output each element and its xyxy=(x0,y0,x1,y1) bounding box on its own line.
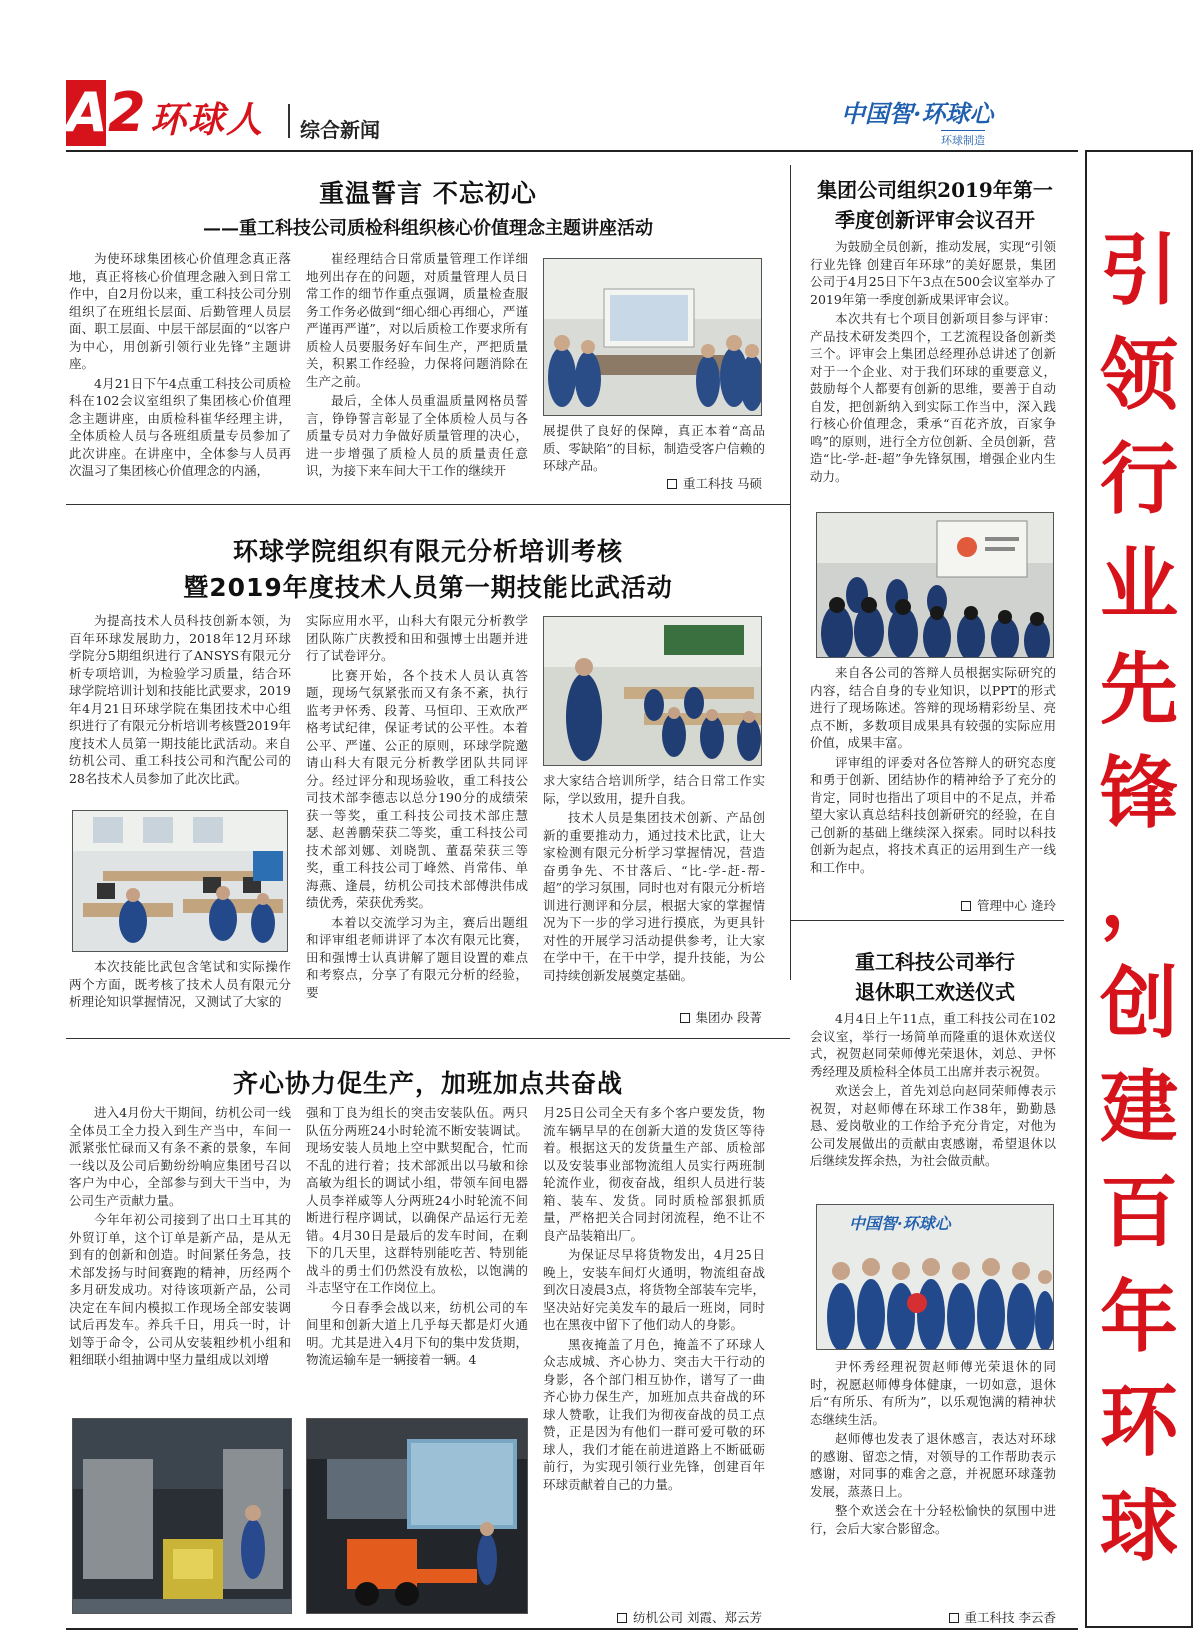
article-column xyxy=(810,664,1056,878)
logo-text: 中国智·环球心 xyxy=(841,99,994,128)
slogan-char: 领 xyxy=(1099,329,1178,421)
article-column xyxy=(69,250,291,482)
article-title: 季度创新评审会议召开 xyxy=(835,208,1035,232)
slogan-char: 锋 xyxy=(1099,748,1178,840)
page-letter: A xyxy=(66,81,108,144)
paragraph: 为鼓励全员创新，推动发展，实现“引领行业先锋 创建百年环球”的美好愿景，集团公司于4月25日下午3点在500会议室举办了2019年第一季度创新成果评审会议。 xyxy=(810,239,1056,307)
byline xyxy=(543,1608,762,1626)
article-title: 重工科技公司举行 xyxy=(855,950,1015,974)
byline-text: 重工科技 马硕 xyxy=(683,476,762,491)
slogan-char: 行 xyxy=(1099,434,1178,526)
paragraph: 为使环球集团核心价值理念真正落地，真正将核心价值理念融入到日常工作中，自2月份以来，重工科技公司分别组织了在班组长层面、后勤管理人员层面、职工层面、中层干部层面的“以客户为中心，用创新引领行业先锋”主题讲座。 xyxy=(69,251,291,371)
byline xyxy=(810,1608,1056,1626)
column-divider xyxy=(790,165,791,980)
paragraph: 技术人员是集团技术创新、产品创新的重要推动力，通过技术比武，让大家检测有限元分析学习掌握情况，营造奋勇争先、不甘落后、“比-学-赶-帮-超”的学习氛围，同时也对有限元分析培训进行测评和分层，根据大家的掌握情况为下一步的学习进行摸底，为更具针对性的开展学习活动提供参考，让大家在学中干，在干中学，提升技能，为公司持续创新发展奠定基础。 xyxy=(543,810,765,983)
paragraph: 进入4月份大干期间，纺机公司一线全体员工全力投入到生产当中，车间一派紧张忙碌而又有条不紊的景象，车间一线以及公司后勤纷纷响应集团号召以客户为中心，全部参与到大干当中，为公司生产贡献力量。 xyxy=(69,1105,291,1208)
paragraph: 本次技能比武包含笔试和实际操作两个方面，既考核了技术人员有限元分析理论知识掌握情况，又测试了大家的 xyxy=(69,959,291,1009)
paragraph: 来自各公司的答辩人员根据实际研究的内容，结合自身的专业知识，以PPT的形式进行了现场陈述。答辩的现场精彩纷呈、亮点不断，多数项目成果具有较强的实际应用价值，成果丰富。 xyxy=(810,665,1056,750)
slogan-char: 百 xyxy=(1099,1166,1178,1258)
brand-name: 环球人 xyxy=(150,99,265,141)
article-subtitle: ——重工科技公司质检科组织核心价值理念主题讲座活动 xyxy=(203,218,653,239)
paragraph: 展提供了良好的保障，真正本着“高品质、零缺陷”的目标，制造受客户信赖的环球产品。 xyxy=(543,423,765,473)
byline-box-icon xyxy=(961,901,971,911)
photo-banner-text: 中国智·环球心 xyxy=(849,1214,951,1233)
article-title: 暨2019年度技术人员第一期技能比武活动 xyxy=(183,573,673,602)
paragraph: 崔经理结合日常质量管理工作详细地列出存在的问题，对质量管理人员日常工作的细节作重点强调，质量检查服务工作务必做到“细心细心再细心，严谨严谨再严谨”，对以后质检工作要求所有质检人员要服务好车间生产，严把质量关，积累工作经验，力保将问题消除在生产之前。 xyxy=(306,251,528,389)
article-column xyxy=(810,1010,1056,1172)
article-column xyxy=(69,612,291,789)
byline-box-icon xyxy=(680,1013,690,1023)
paragraph: 4月4日上午11点，重工科技公司在102会议室，举行一场简单而隆重的退休欢送仪式，祝贺赵同荣师傅光荣退休，刘总、尹怀秀经理及质检科全体员工出席并表示祝贺。 xyxy=(810,1011,1056,1079)
byline-box-icon xyxy=(667,479,677,489)
paragraph: 黑夜掩盖了月色，掩盖不了环球人众志成城、齐心协力、突击大干行动的身影，各个部门相互协作，谱写了一曲齐心协力保生产，加班加点共奋战的环球人赞歌，让我们为彻夜奋战的员工点赞，正是因为有他们一群可爱可敬的环球人，我们才能在前进道路上不断砥砺前行，为实现引领行业先锋，创建百年环球贡献着自己的力量。 xyxy=(543,1336,765,1492)
byline-box-icon xyxy=(617,1613,627,1623)
paragraph: 评审组的评委对各位答辩人的研究态度和勇于创新、团结协作的精神给予了充分的肯定，同时也指出了项目中的不足点，并希望大家认真总结科技创新研究的经验，在自己创新的基础上继续深入探索。同时以科技创新为起点，将技术真正的运用到生产一线和工作中。 xyxy=(810,754,1056,875)
byline xyxy=(543,474,762,492)
paragraph: 为提高技术人员科技创新本领，为百年环球发展助力，2018年12月环球学院分5期组织进行了ANSYS有限元分析专项培训，为检验学习质量，结合环球学院培训计划和技能比武要求，2019年4月21日环球学院在集团技术中心组织进行了有限元分析培训考核暨2019年度技术人员第一期技能比武活动。来自纺机公司、重工科技公司和汽配公司的28名技术人员参加了此次比武。 xyxy=(69,613,291,786)
article-title: 齐心协力促生产，加班加点共奋战 xyxy=(232,1069,623,1098)
article-title: 退休职工欢送仪式 xyxy=(855,980,1015,1004)
paragraph: 整个欢送会在十分轻松愉快的氛围中进行，会后大家合影留念。 xyxy=(810,1503,1056,1536)
byline xyxy=(810,896,1056,914)
article-column xyxy=(543,772,765,986)
paragraph: 月25日公司全天有多个客户要发货，物流车辆早早的在创新大道的发货区等待着。根据这天的发货量生产部、质检部以及安装事业部物流组人员实行两班制轮流作业，彻夜奋战，组织人员进行装箱、装车、发货。同时质检部狠抓质量，严格把关合同封闭流程，绝不让不良产品装箱出厂。 xyxy=(543,1105,765,1243)
slogan-char: 创 xyxy=(1099,957,1178,1049)
article-column xyxy=(810,1358,1056,1539)
slogan-char: 球 xyxy=(1099,1480,1178,1572)
article-column xyxy=(69,958,291,1013)
article-divider xyxy=(66,504,790,505)
article-column xyxy=(306,1104,528,1371)
slogan-char: 先 xyxy=(1099,643,1178,735)
paragraph: 实际应用水平，山科大有限元分析教学团队陈广庆教授和田和强博士出题并进行了试卷评分。 xyxy=(306,613,528,663)
paragraph: 强和丁良为组长的突击安装队伍。两只队伍分两班24小时轮流不断安装调试。现场安装人员地上空中默契配合，忙而不乱的进行着；技术部派出以马敏和徐高敏为组长的调试小组，带领车间电器人员李祥威等人分两班24小时轮流不间断进行程序调试，以确保产品运行无差错。4月30日是最后的发车时间，在剩下的几天里，这群特别能吃苦、特别能战斗的勇士们仍然没有放松，以饱满的斗志坚守在工作岗位上。 xyxy=(306,1105,528,1295)
paragraph: 尹怀秀经理祝贺赵师傅光荣退休的同时，祝愿赵师傅身体健康，一切如意，退休后“有所乐、有所为”，以乐观饱满的精神状态继续生活。 xyxy=(810,1359,1056,1427)
paragraph: 为保证尽早将货物发出，4月25日晚上，安装车间灯火通明，物流组奋战到次日凌晨3点，将货物全部装车完毕，坚决站好完美发车的最后一班岗，同时也在黑夜中留下了他们动人的身影。 xyxy=(543,1247,765,1332)
article-divider xyxy=(66,1038,790,1039)
article-title: 集团公司组织2019年第一 xyxy=(817,178,1053,202)
article-column xyxy=(543,1104,765,1495)
byline-text: 纺机公司 刘霞、郑云芳 xyxy=(633,1610,762,1625)
section-name: 综合新闻 xyxy=(300,118,380,142)
logo-subtext: 环球制造 xyxy=(941,130,985,148)
page-number: 2 xyxy=(108,81,146,144)
paragraph: 本着以交流学习为主，赛后出题组和评审组老师讲评了本次有限元比赛，田和强博士认真讲解了题目设置的难点和考察点，分享了有限元分析的经验，要 xyxy=(306,914,528,1000)
masthead-divider xyxy=(288,104,290,138)
paragraph: 4月21日下午4点重工科技公司质检科在102会议室组织了集团核心价值理念主题讲座，由质检科崔华经理主讲，全体质检人员与各班组质量专员参加了此次讲座。在讲座中，全体参与人员再次温习了集团核心价值理念的内涵， xyxy=(69,375,291,478)
loading-photo xyxy=(306,1418,528,1614)
slogan-char: 环 xyxy=(1099,1376,1178,1468)
byline-text: 集团办 段菁 xyxy=(695,1010,762,1025)
article-divider xyxy=(790,920,1064,921)
article-title: 环球学院组织有限元分析培训考核 xyxy=(232,537,623,566)
article-column xyxy=(306,250,528,482)
article-column xyxy=(810,238,1056,487)
workshop-photo xyxy=(72,1418,292,1614)
article-column xyxy=(543,422,765,477)
paragraph: 最后，全体人员重温质量网格员誓言，铮铮誓言彰显了全体质检人员与各质量专员对力争做好质量管理的决心，进一步增强了质检人员的质量责任意识，为接下来车间大干工作的继续开 xyxy=(306,393,528,478)
byline-text: 重工科技 李云香 xyxy=(964,1610,1056,1625)
article-title: 重温誓言 不忘初心 xyxy=(319,179,537,208)
paragraph: 赵师傅也发表了退休感言，表达对环球的感谢、留恋之情，对领导的工作帮助表示感谢，对同事的难舍之意，并祝愿环球蓬勃发展，蒸蒸日上。 xyxy=(810,1431,1056,1499)
article-column xyxy=(69,1104,291,1371)
slogan-box xyxy=(1085,150,1193,1628)
article-column xyxy=(306,612,528,1003)
exam-photo xyxy=(543,616,762,766)
slogan-char: 年 xyxy=(1099,1271,1178,1363)
classroom-photo xyxy=(72,810,288,952)
masthead xyxy=(66,78,1078,150)
review-meeting-photo xyxy=(816,512,1054,658)
paragraph: 求大家结合培训所学，结合日常工作实际，学以致用，提升自我。 xyxy=(543,773,765,806)
paragraph: 本次共有七个项目创新项目参与评审：产品技术研发类四个，工艺流程设备创新类三个。评审会上集团总经理孙总讲述了创新对于一个企业、对于我们环球的重要意义，鼓励每个人都要有创新的思维，要善于自动自发，把创新纳入到实际工作当中，深入践行核心价值理念，秉承“百花齐放，百家争鸣”的原则，进行全方位创新、全员创新，营造“比-学-赶-超”争先锋氛围，增强企业内生动力。 xyxy=(810,311,1056,484)
slogan-char: 引 xyxy=(1099,225,1178,316)
masthead-rule xyxy=(66,150,1078,152)
lecture-photo xyxy=(543,258,762,416)
paragraph: 比赛开始，各个技术人员认真答题，现场气氛紧张而又有条不紊，执行监考尹怀秀、段菁、马恒印、王欢欣严格考试纪律，保证考试的公平性。本着公平、严谨、公正的原则，环球学院邀请山科大有限元分析教学团队共同评分。经过评分和现场验收，重工科技公司技术部李德志以总分190分的成绩荣获一等奖，重工科技公司技术部庄慧瑟、赵善鹏荣获二等奖，重工科技公司技术部刘娜、刘晓凯、董磊荣获三等奖，重工科技公司丁峰然、肖常伟、单海燕、逢晨，纺机公司技术部傅洪伟成绩优秀，荣获优秀奖。 xyxy=(306,667,528,910)
paragraph: 今日春季会战以来，纺机公司的车间里和创新大道上几乎每天都是灯火通明。尤其是进入4月下旬的集中发货期，物流运输车是一辆接着一辆。4 xyxy=(306,1299,528,1367)
paragraph: 欢送会上，首先刘总向赵同荣师傅表示祝贺，对赵师傅在环球工作38年，勤勤恳恳、爱岗敬业的工作给予充分肯定，对他为公司发展做出的贡献由衷感谢，希望退休以后继续发挥余热，为社会做贡献。 xyxy=(810,1083,1056,1168)
slogan-char: 业 xyxy=(1099,538,1178,630)
slogan-char: 建 xyxy=(1099,1062,1178,1154)
byline xyxy=(543,1008,762,1026)
group-photo xyxy=(816,1204,1054,1350)
byline-text: 管理中心 逄玲 xyxy=(977,898,1056,913)
page-bottom-rule xyxy=(66,1628,1078,1630)
slogan-char: ， xyxy=(1099,852,1178,944)
paragraph: 今年年初公司接到了出口土耳其的外贸订单，这个订单是新产品，是从无到有的创新和创造。时间紧任务急，技术部发扬与时间赛跑的精神，历经两个多月研发成功。对待该项新产品，公司决定在车间内模拟工作现场全部安装调试后再发车。养兵千日，用兵一时，计划等于命令，公司从安装粗纱机小组和粗细联小组抽调中坚力量组成以刘增 xyxy=(69,1212,291,1367)
byline-box-icon xyxy=(949,1613,959,1623)
